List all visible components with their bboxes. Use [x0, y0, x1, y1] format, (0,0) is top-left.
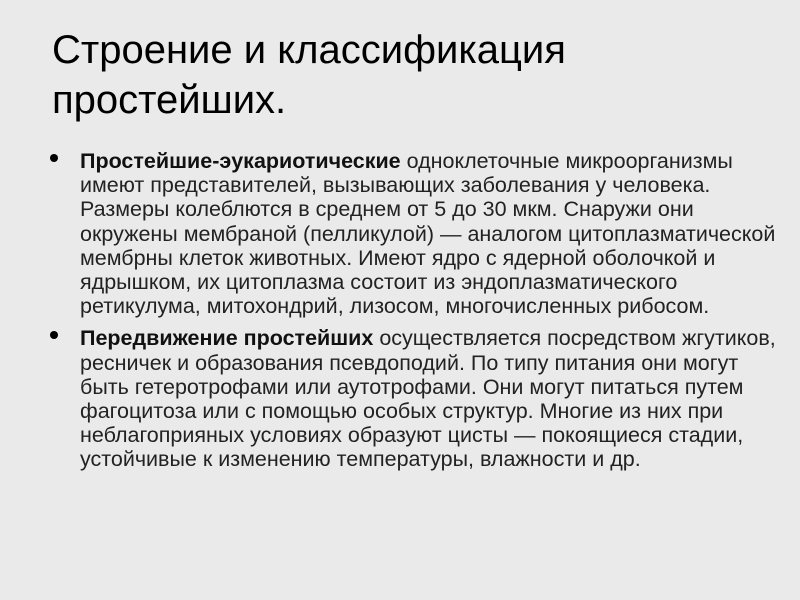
slide-title: Строение и классификация простейших.	[52, 28, 566, 122]
bullet-body-text: осуществляется посредством жгутиков, ресничек и образования псевдоподий. По типу питания они могут быть гетеротрофами или аутотрофами. Они могут питаться путем фагоцитоза или с помощью особых структур. Многие из них при неблагоприяных условиях образуют цисты — покоящиеся стадии, устойчивые к изменению температуры, влажности и др.	[80, 326, 776, 472]
bullet-item	[50, 326, 780, 471]
bullet-lead-text: Простейшие-эукариотические	[80, 149, 401, 173]
bullet-point-icon	[50, 154, 58, 162]
bullet-point-icon	[50, 331, 58, 339]
bullet-list	[50, 149, 780, 472]
bullet-body-text: одноклеточные микроорганизмы имеют представителей, вызывающих заболевания у человека. Размеры колеблются в среднем от 5 до 30 мкм. Снаружи они окружены мембраной (пелликулой) — аналогом цитоплазматической мембрны клеток животных. Имеют ядро с ядерной оболочкой и ядрышком, их цитоплазма состоит из эндоплазматического ретикулума, митохондрий, лизосом, многочисленных рибосом.	[80, 149, 776, 319]
bullet-item	[50, 149, 780, 318]
bullet-lead-text: Передвижение простейших	[80, 326, 374, 351]
